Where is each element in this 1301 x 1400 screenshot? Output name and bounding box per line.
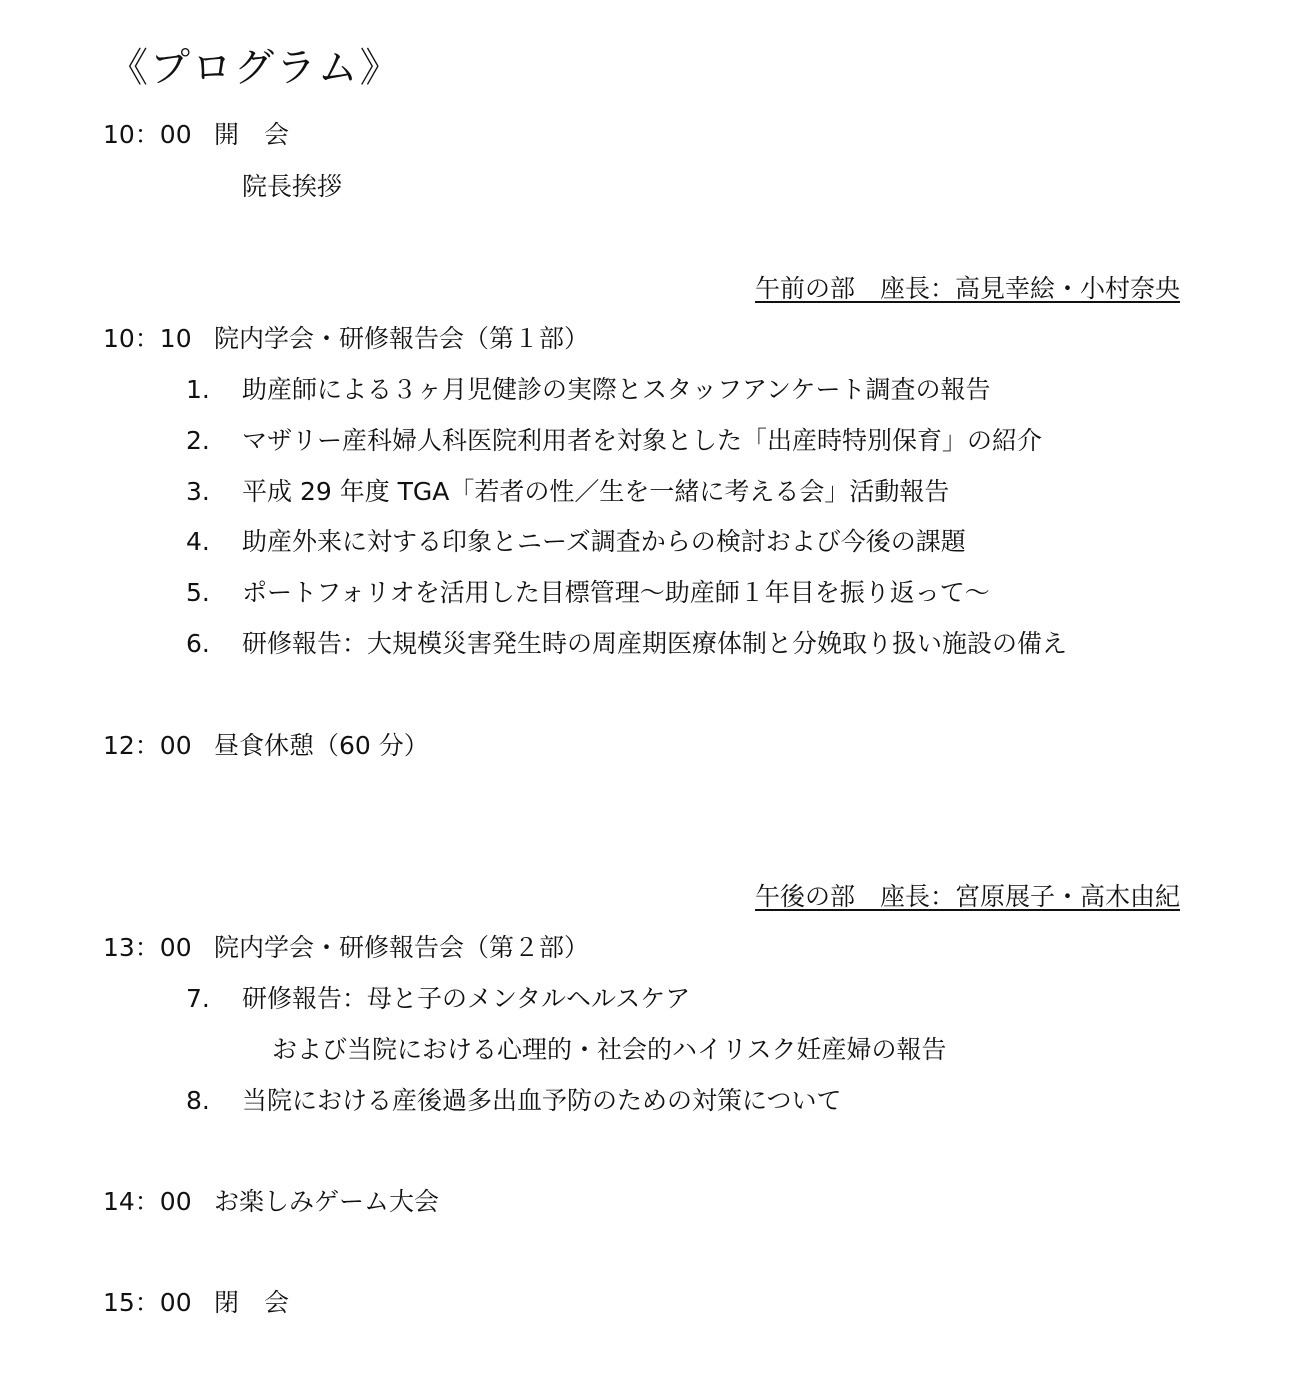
agenda-item-number: 1.: [186, 375, 210, 404]
morning-label: 院内学会・研修報告会（第１部）: [214, 324, 590, 353]
afternoon-time: 13：00: [103, 933, 192, 962]
game-time: 14：00: [103, 1187, 192, 1216]
agenda-item-number: 8.: [186, 1086, 210, 1115]
closing-label: 閉 会: [214, 1288, 290, 1317]
closing-time: 15：00: [103, 1288, 192, 1317]
agenda-item-number: 4.: [186, 527, 210, 556]
morning-chair-line: 午前の部 座長：高見幸絵・小村奈央: [754, 274, 1180, 303]
agenda-item-number: 3.: [186, 477, 210, 506]
agenda-item-continuation: および当院における心理的・社会的ハイリスク妊産婦の報告: [272, 1035, 947, 1064]
agenda-item: 助産外来に対する印象とニーズ調査からの検討および今後の課題: [242, 527, 966, 556]
agenda-item-number: 6.: [186, 629, 210, 658]
agenda-item: 当院における産後過多出血予防のための対策について: [242, 1086, 842, 1115]
opening-time: 10：00: [103, 120, 192, 149]
afternoon-chair-line: 午後の部 座長：宮原展子・高木由紀: [754, 882, 1180, 911]
program-title: 《プログラム》: [108, 45, 402, 91]
game-label: お楽しみゲーム大会: [214, 1187, 440, 1216]
agenda-item: 研修報告：母と子のメンタルヘルスケア: [242, 984, 691, 1013]
agenda-item-number: 7.: [186, 984, 210, 1013]
agenda-item: 平成 29 年度 TGA「若者の性／生を一緒に考える会」活動報告: [242, 477, 950, 506]
opening-label: 開 会: [214, 120, 290, 149]
afternoon-label: 院内学会・研修報告会（第２部）: [214, 933, 590, 962]
agenda-item: 研修報告：大規模災害発生時の周産期医療体制と分娩取り扱い施設の備え: [242, 629, 1068, 658]
agenda-item: ポートフォリオを活用した目標管理～助産師１年目を振り返って～: [242, 578, 990, 607]
agenda-item: 助産師による３ヶ月児健診の実際とスタッフアンケート調査の報告: [242, 375, 991, 404]
agenda-item: マザリー産科婦人科医院利用者を対象とした「出産時特別保育」の紹介: [242, 426, 1043, 455]
lunch-label: 昼食休憩（60 分）: [214, 731, 429, 760]
agenda-item-number: 2.: [186, 426, 210, 455]
opening-greeting: 院長挨拶: [242, 172, 343, 201]
lunch-time: 12：00: [103, 731, 192, 760]
agenda-item-number: 5.: [186, 578, 210, 607]
morning-time: 10：10: [103, 324, 192, 353]
